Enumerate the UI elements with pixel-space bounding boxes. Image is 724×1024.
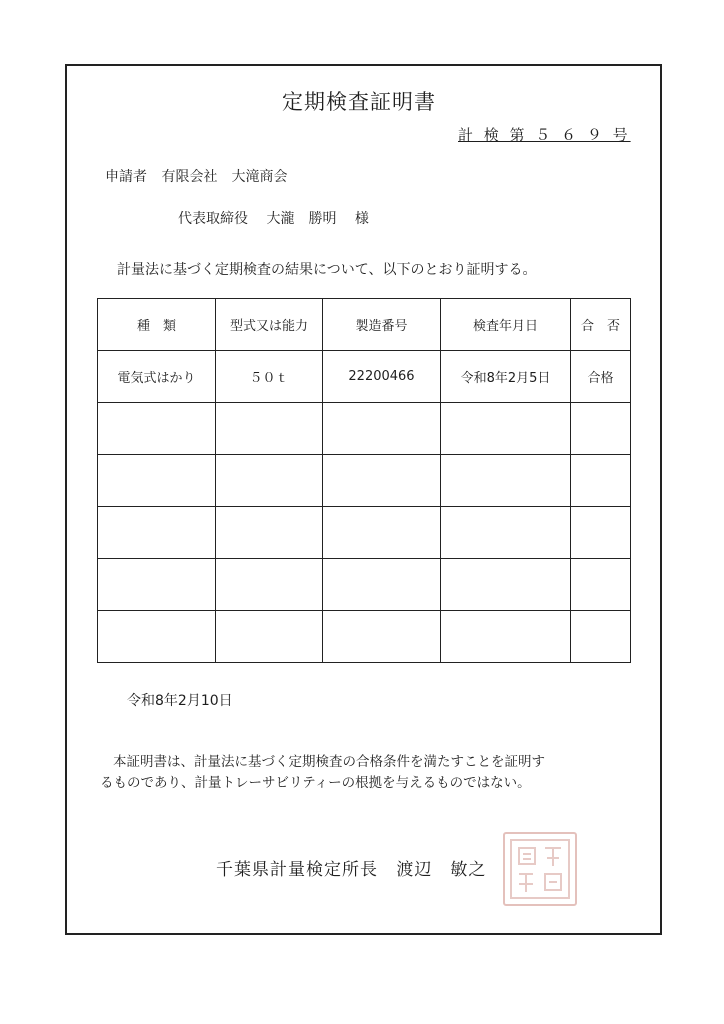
inspection-table: [97, 298, 631, 663]
header-inspection-date: 検査年月日: [441, 299, 571, 351]
cell-type: [98, 455, 216, 507]
cell-model-capacity: [216, 559, 323, 611]
cell-inspection-date: [441, 611, 571, 663]
representative-name: 大瀧 勝明: [266, 211, 337, 227]
disclaimer-note: [100, 752, 620, 794]
header-serial-number: 製造番号: [323, 299, 441, 351]
table-row: [98, 351, 631, 403]
cell-result: [571, 559, 631, 611]
issuer-name: 渡辺 敏之: [396, 860, 487, 880]
cell-inspection-date: [441, 455, 571, 507]
cell-serial-number: [323, 403, 441, 455]
table-row: [98, 403, 631, 455]
representative-honorific: 様: [354, 211, 369, 227]
header-result: 合 否: [571, 299, 631, 351]
cell-result: [571, 403, 631, 455]
cell-inspection-date: [441, 507, 571, 559]
cell-result: [571, 455, 631, 507]
table-row: [98, 455, 631, 507]
cell-model-capacity: [216, 507, 323, 559]
cell-model-capacity: [216, 403, 323, 455]
applicant-line: [105, 166, 297, 186]
cell-result: 合格: [571, 351, 631, 403]
header-type: 種 類: [98, 299, 216, 351]
cell-model-capacity: [216, 611, 323, 663]
cell-type: [98, 611, 216, 663]
cell-inspection-date: [441, 559, 571, 611]
applicant-label: 申請者: [105, 169, 147, 185]
document-title: 定期検査証明書: [282, 90, 436, 114]
representative-line: [178, 208, 383, 228]
official-seal-stamp: [503, 832, 577, 906]
cell-type: [98, 559, 216, 611]
intro-statement: 計量法に基づく定期検査の結果について、以下のとおり証明する。: [117, 262, 537, 278]
cell-serial-number: [323, 611, 441, 663]
header-model-capacity: 型式又は能力: [216, 299, 323, 351]
issuer-signature: [216, 855, 498, 880]
cell-inspection-date: 令和8年2月5日: [441, 351, 571, 403]
table-row: [98, 507, 631, 559]
cell-serial-number: [323, 455, 441, 507]
disclaimer-line-1: 本証明書は、計量法に基づく定期検査の合格条件を満たすことを証明す: [113, 754, 545, 770]
cell-serial-number: [323, 559, 441, 611]
seal-icon: [505, 834, 575, 904]
representative-title: 代表取締役: [178, 211, 248, 227]
issue-date: 令和8年2月10日: [127, 693, 233, 709]
table-row: [98, 611, 631, 663]
cell-model-capacity: ５０ｔ: [216, 351, 323, 403]
cell-serial-number: 22200466: [323, 351, 441, 403]
issuer-office: 千葉県計量検定所長: [216, 860, 378, 880]
disclaimer-line-2: るものであり、計量トレーサビリティーの根拠を与えるものではない。: [100, 775, 531, 791]
cell-type: 電気式はかり: [98, 351, 216, 403]
table-header-row: [98, 299, 631, 351]
cell-type: [98, 507, 216, 559]
cell-model-capacity: [216, 455, 323, 507]
cell-result: [571, 611, 631, 663]
cell-inspection-date: [441, 403, 571, 455]
certificate-number: 計 検 第 ５ ６ ９ 号: [458, 126, 631, 144]
cell-serial-number: [323, 507, 441, 559]
cell-result: [571, 507, 631, 559]
applicant-company: 有限会社 大滝商会: [161, 169, 288, 185]
table-row: [98, 559, 631, 611]
cell-type: [98, 403, 216, 455]
